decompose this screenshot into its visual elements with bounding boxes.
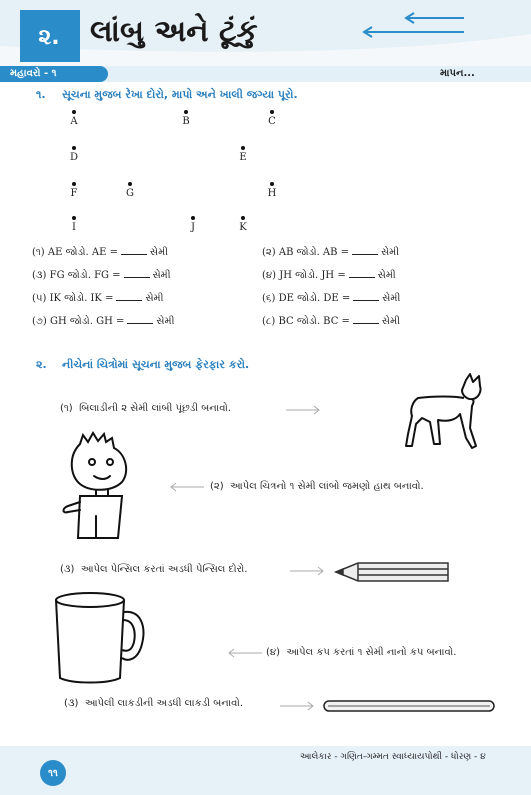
task-4: (૪) આપેલ કપ કરતાં ૧ સેમી નાનો કપ બનાવો. [266, 647, 457, 658]
fill-item-8: (૮) BC જોડો. BC = સેમી [262, 316, 400, 327]
point-g: G [119, 182, 141, 199]
topic-label: માપન... [440, 68, 475, 79]
chapter-number: ૨. [38, 24, 60, 50]
point-k: K [232, 216, 254, 233]
answer-blank[interactable] [353, 323, 379, 324]
point-b: B [175, 110, 197, 127]
fill-item-7: (૭) GH જોડો. GH = સેમી [32, 316, 175, 327]
exercise-tab: મહાવરો - ૧ [0, 66, 108, 82]
chapter-title: લાંબુ અને ટૂંકું [90, 14, 258, 49]
point-e: E [232, 146, 254, 163]
answer-blank[interactable] [349, 277, 375, 278]
answer-blank[interactable] [352, 254, 378, 255]
answer-blank[interactable] [124, 277, 150, 278]
answer-blank[interactable] [121, 254, 147, 255]
arrow-right-icon [290, 566, 326, 576]
point-c: C [261, 110, 283, 127]
fill-item-3: (૩) FG જોડો. FG = સેમી [32, 270, 171, 281]
boy-drawing [50, 430, 140, 542]
q2-number: ૨. [36, 358, 47, 371]
fill-item-1: (૧) AE જોડો. AE = સેમી [32, 247, 169, 258]
task-2: (૨) આપેલ ચિત્રનો ૧ સેમી લાંબો જમણો હાથ બનાવો. [210, 481, 424, 492]
fill-item-2: (૨) AB જોડો. AB = સેમી [262, 247, 400, 258]
point-f: F [63, 182, 85, 199]
arrow-right-icon [280, 701, 316, 711]
arrow-left-icon [168, 482, 204, 492]
arrows-decoration-icon [360, 10, 470, 42]
task-1: (૧) બિલાડીની ૨ સેમી લાંબી પૂંછડી બનાવો. [60, 403, 232, 414]
pencil-drawing [334, 560, 452, 584]
arrow-right-icon [286, 405, 322, 415]
point-h: H [261, 182, 283, 199]
cat-drawing [400, 372, 490, 454]
stick-drawing [320, 698, 498, 714]
chapter-header [0, 0, 531, 70]
fill-item-4: (૪) JH જોડો. JH = સેમી [262, 270, 396, 281]
task-5: (૩) આપેલી લાકડીની અડધી લાકડી બનાવો. [64, 698, 244, 709]
fill-item-5: (૫) IK જોડો. IK = સેમી [32, 293, 164, 304]
point-a: A [63, 110, 85, 127]
fill-item-6: (૬) DE જોડો. DE = સેમી [262, 293, 401, 304]
point-d: D [63, 146, 85, 163]
answer-blank[interactable] [127, 323, 153, 324]
point-j: J [182, 216, 204, 233]
answer-blank[interactable] [353, 300, 379, 301]
q2-instruction: નીચેનાં ચિત્રોમાં સૂચના મુજબ ફેરફાર કરો. [62, 358, 250, 371]
q1-instruction: સૂચના મુજબ રેખા દોરો, માપો અને ખાલી જગ્યા પૂરો. [62, 88, 298, 101]
point-i: I [63, 216, 85, 233]
answer-blank[interactable] [116, 300, 142, 301]
footer-book-title: આલેકાર - ગણિત-ગમ્મત સ્વાધ્યાયપોથી - ધોરણ - ૪ [300, 752, 486, 762]
q1-number: ૧. [36, 88, 46, 101]
page-number: ૧૧ [40, 760, 66, 786]
task-3: (૩) આપેલ પેન્સિલ કરતાં અડધી પેન્સિલ દોરો. [60, 564, 248, 575]
mug-drawing [42, 588, 152, 686]
arrow-left-icon [226, 648, 262, 658]
